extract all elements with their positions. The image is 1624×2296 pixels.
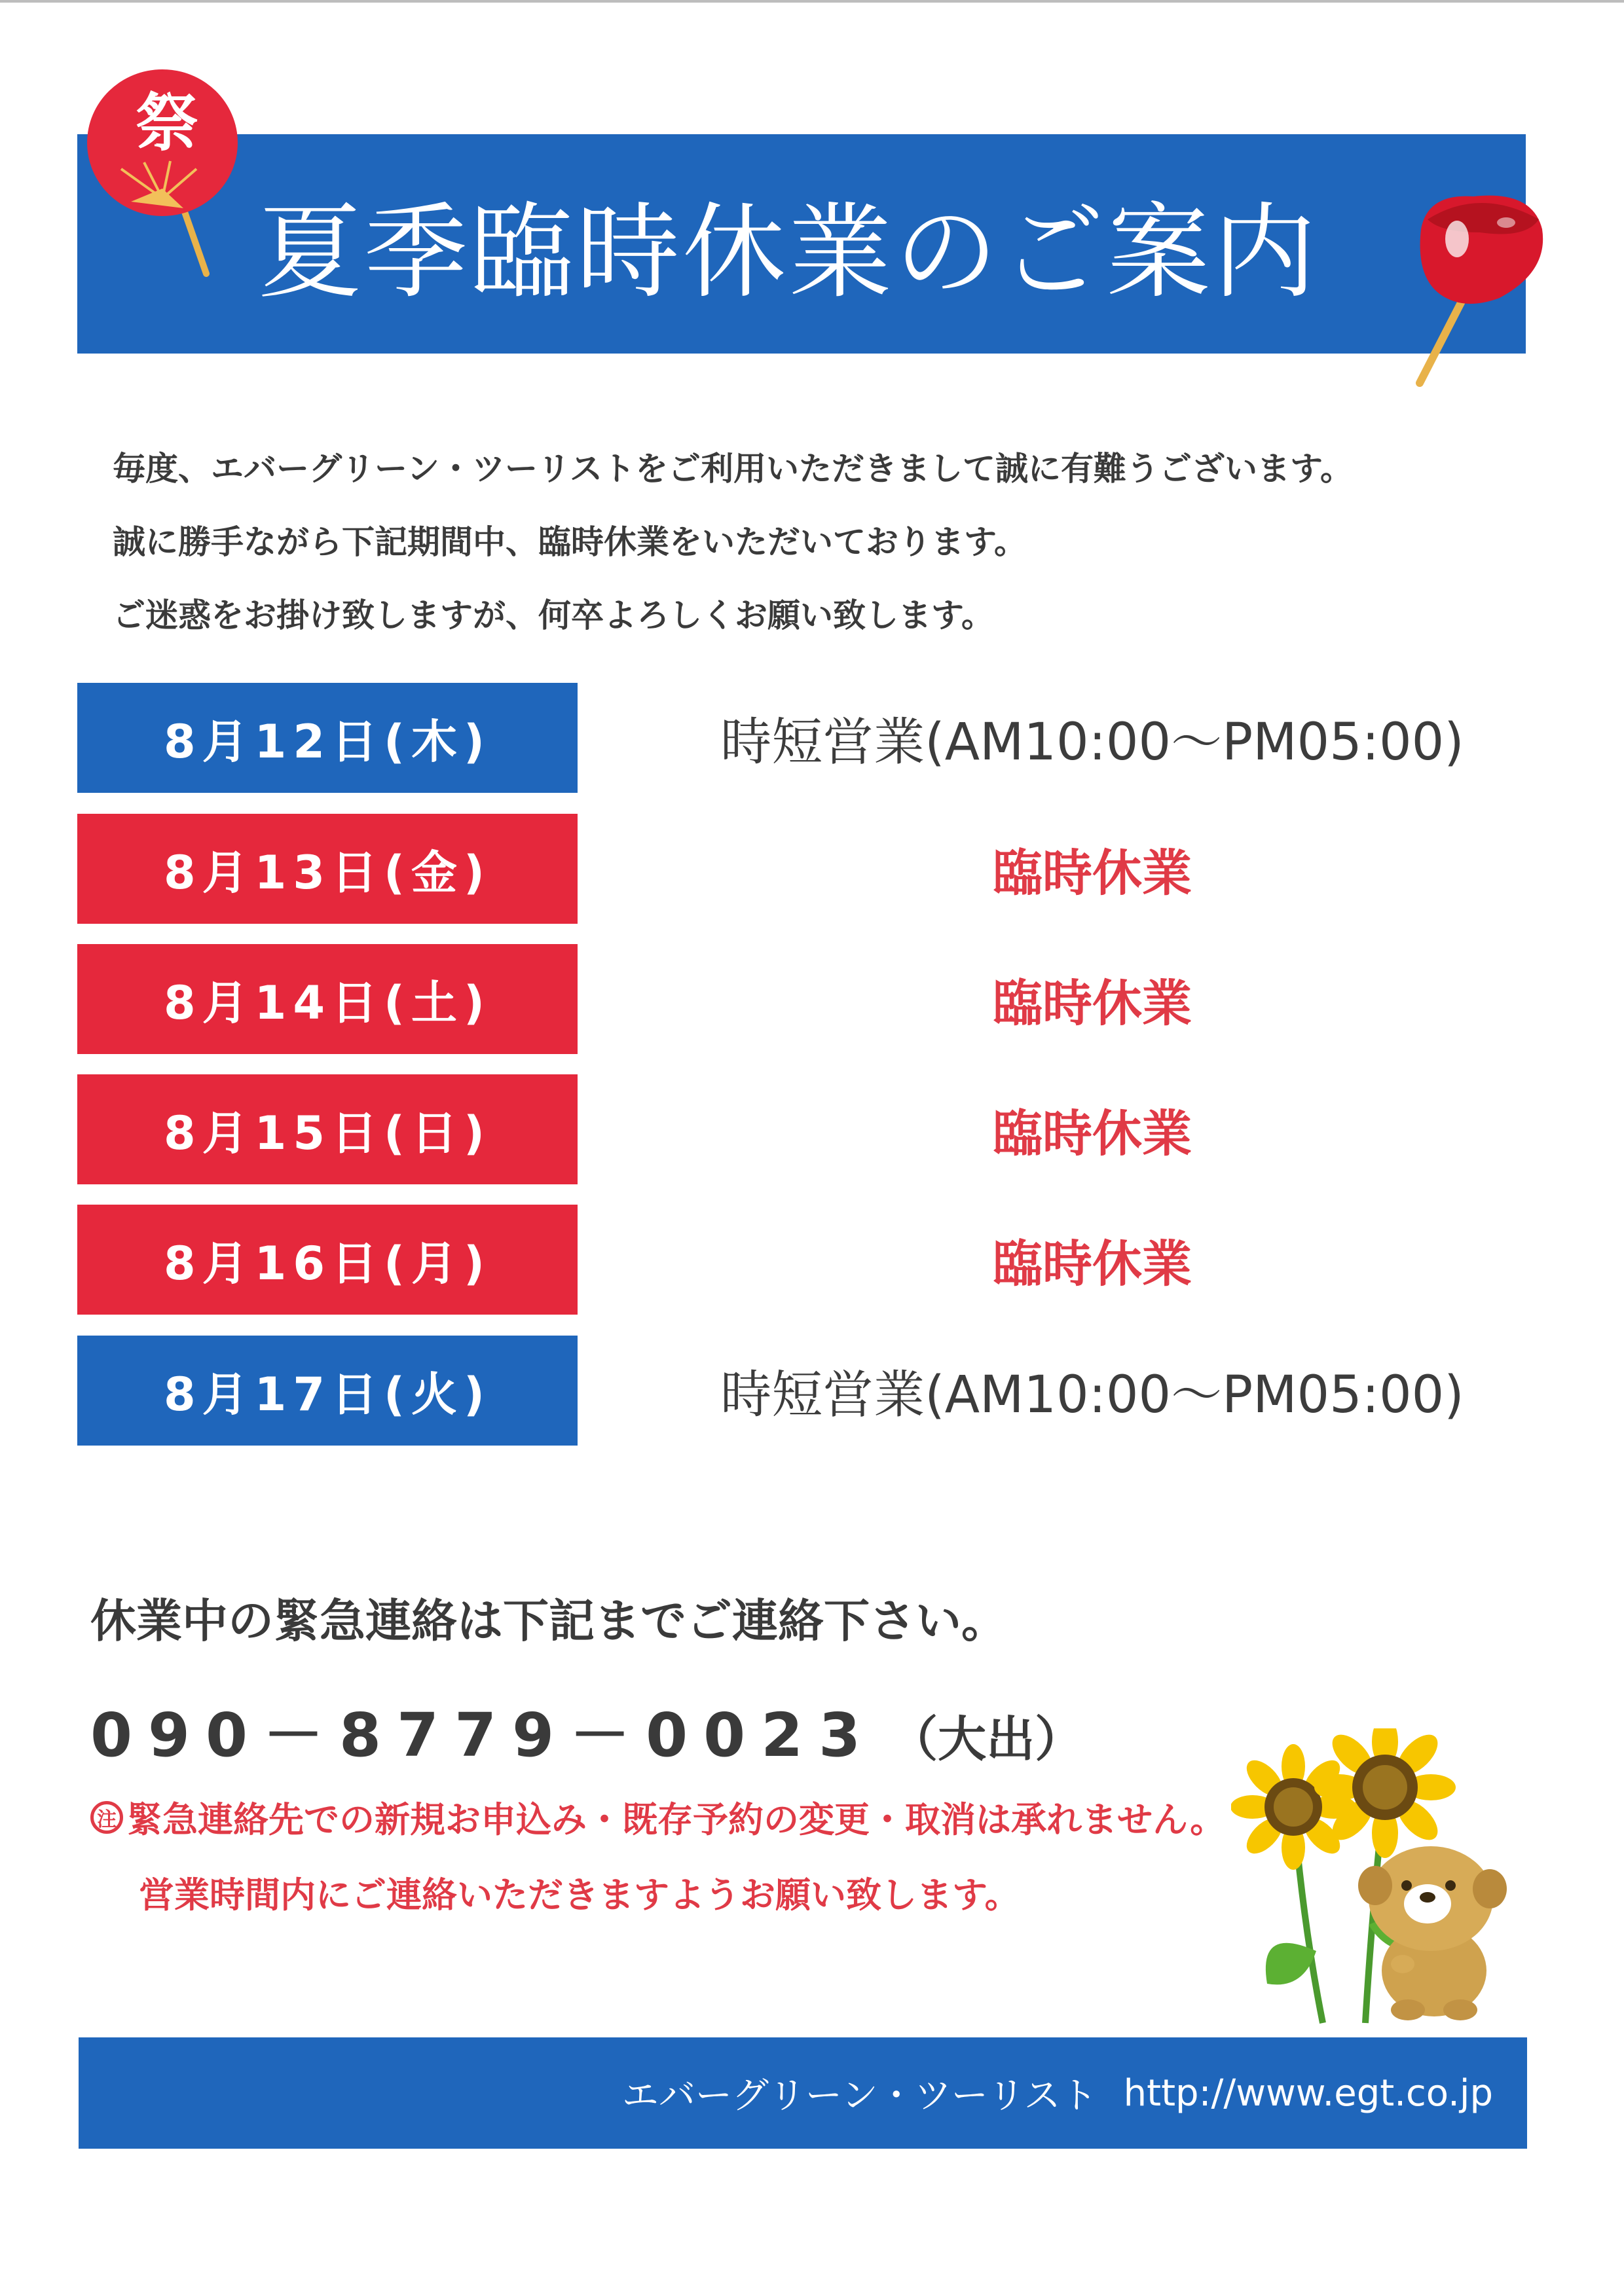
title-banner bbox=[77, 134, 1526, 354]
schedule-status: 臨時休業 bbox=[993, 1104, 1192, 1163]
emergency-note-2: 営業時間内にご連絡いただきますようお願い致します。 bbox=[139, 1874, 1020, 1916]
note-line-1-text: 緊急連絡先での新規お申込み・既存予約の変更・取消は承れません。 bbox=[127, 1799, 1226, 1840]
emergency-note-1 bbox=[90, 1792, 1225, 1842]
page-title: 夏季臨時休業のご案内 bbox=[258, 192, 1319, 313]
emergency-contact-name: （大出） bbox=[889, 1711, 1084, 1768]
page-top-rule bbox=[0, 0, 1624, 3]
schedule-date: 8月16日(月) bbox=[77, 1205, 578, 1315]
schedule-status: 臨時休業 bbox=[993, 1234, 1192, 1293]
emergency-phone-number: 090－8779－0023 bbox=[90, 1700, 877, 1770]
fan-label: 祭 bbox=[136, 86, 198, 160]
schedule-date: 8月13日(金) bbox=[77, 814, 578, 924]
schedule-date: 8月17日(火) bbox=[77, 1336, 578, 1446]
uchiwa-fan-icon bbox=[85, 58, 249, 280]
emergency-heading: 休業中の緊急連絡は下記までご連絡下さい。 bbox=[90, 1594, 1007, 1648]
sunflower-character-icon bbox=[1231, 1728, 1532, 2030]
schedule-row bbox=[77, 944, 1583, 1054]
footer-text bbox=[622, 2037, 1493, 2149]
schedule-row bbox=[77, 683, 1583, 793]
schedule-status: 時短営業(AM10:00～PM05:00) bbox=[720, 1366, 1464, 1425]
note-mark-icon: 注 bbox=[90, 1801, 123, 1834]
intro-paragraph bbox=[113, 432, 1553, 652]
schedule-date: 8月15日(日) bbox=[77, 1074, 578, 1184]
intro-line-1: 毎度、エバーグリーン・ツーリストをご利用いただきまして誠に有難うございます。 bbox=[113, 450, 1353, 488]
footer-bar bbox=[79, 2037, 1527, 2149]
emergency-phone-line bbox=[90, 1687, 1083, 1774]
schedule-row bbox=[77, 1336, 1583, 1446]
footer-company: エバーグリーン・ツーリスト bbox=[621, 2075, 1098, 2117]
schedule-row bbox=[77, 1074, 1583, 1184]
footer-url-link[interactable]: http://www.egt.co.jp bbox=[1123, 2071, 1493, 2115]
intro-line-3: ご迷惑をお掛け致しますが、何卒よろしくお願い致します。 bbox=[113, 596, 994, 634]
schedule-status: 臨時休業 bbox=[993, 843, 1192, 902]
schedule-date: 8月12日(木) bbox=[77, 683, 578, 793]
schedule-row bbox=[77, 814, 1583, 924]
intro-line-2: 誠に勝手ながら下記期間中、臨時休業をいただいております。 bbox=[113, 523, 1027, 561]
schedule-row bbox=[77, 1205, 1583, 1315]
candy-apple-icon bbox=[1401, 167, 1559, 390]
schedule-status: 臨時休業 bbox=[993, 974, 1192, 1032]
schedule-status: 時短営業(AM10:00～PM05:00) bbox=[720, 713, 1464, 772]
schedule-date: 8月14日(土) bbox=[77, 944, 578, 1054]
